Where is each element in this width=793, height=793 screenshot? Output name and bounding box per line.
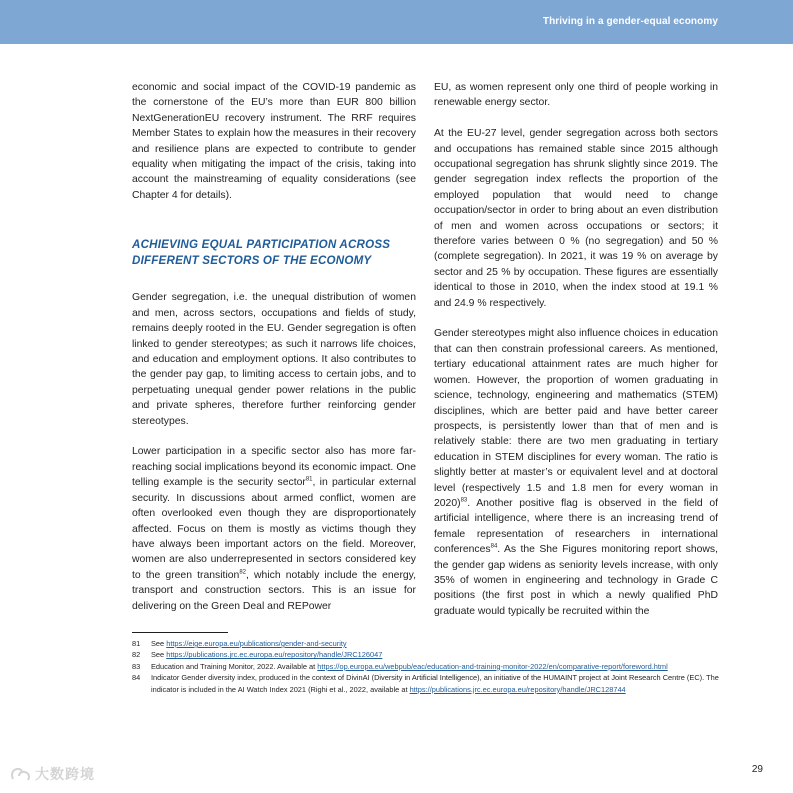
left-paragraph-3-text-a: Lower participation in a specific sector also has more far-reaching social implications beyond its economic impact. One telling example is the security sector: [132, 446, 416, 489]
left-column: [132, 80, 416, 614]
footnote-number: 83: [132, 661, 141, 671]
right-paragraph-3-text-c: . As the She Figures monitoring report shows, the gender gap widens as seniority levels increase, with only 35% of women in engineering and technology in Grade C positions (the first post in which a newly qualified PhD graduate would typically be recruited within the: [434, 544, 718, 617]
footnote-link[interactable]: https://eige.europa.eu/publications/gender-and-security: [166, 639, 347, 648]
footnote-83: [132, 661, 722, 672]
section-heading: ACHIEVING EQUAL PARTICIPATION ACROSS DIFFERENT SECTORS OF THE ECONOMY: [132, 238, 391, 267]
header-band: [0, 0, 793, 44]
footnote-ref-84[interactable]: 84: [490, 543, 498, 550]
page-number: 29: [751, 764, 763, 775]
footnote-81: [132, 638, 722, 649]
right-paragraph-1: EU, as women represent only one third of people working in renewable energy sector.: [434, 82, 718, 109]
right-paragraph-3: [434, 326, 718, 619]
footnote-link[interactable]: https://op.europa.eu/webpub/eac/education-and-training-monitor-2022/en/comparative-report/foreword.html: [317, 661, 668, 671]
left-paragraph-3-text-b: , in particular external security. In discussions about armed conflict, women are often overlooked even though they are disproportionately affected. Focus on them is mostly as victims though they have always been important actors on the field. Moreover, women are also underrepresented in sectors considered key to the green transition: [132, 477, 416, 581]
footnote-prefix: See: [151, 639, 167, 648]
footnote-text: [151, 661, 722, 672]
left-paragraph-3: [132, 444, 416, 613]
right-column: [434, 80, 718, 619]
footnote-text: [151, 672, 722, 695]
footnote-84: [132, 672, 722, 695]
footnote-text: [151, 638, 722, 649]
left-paragraph-2: Gender segregation, i.e. the unequal distribution of women and men, across sectors, occupations and fields of study, remains deeply rooted in the EU. Gender segregation is often linked to gender stereotypes; as such it narrows life choices, and education and employment options. It also contributes to the gender pay gap, to limiting access to certain jobs, and to perpetuating unequal gender power relations in the public and private spheres, therefore further reinforcing gender stereotypes.: [132, 292, 416, 427]
left-paragraph-1: economic and social impact of the COVID-19 pandemic as the cornerstone of the EU’s more than EUR 800 billion NextGenerationEU recovery instrument. The RRF requires Member States to explain how the measures in their recovery and resilience plans are expected to contribute to gender equality when mitigating the impact of the crisis, taking into account the mainstreaming of equality considerations (see Chapter 4 for details).: [132, 82, 416, 201]
right-paragraph-2: At the EU-27 level, gender segregation across both sectors and occupations has remained stable since 2015 although occupational segregation has shrunk slightly since 2019. The gender segregation index reflects the proportion of the employed population that would need to change occupation/sector in order to bring about an even distribution of men and women across occupations or sectors; it therefore varies between 0 % (no segregation) and 50 % (complete segregation). In 2021, it was 19 % on average by sector and 25 % by occupation. These figures are essentially identical to those in 2010, when the index stood at 19.1 % and 24.9 % respectively.: [434, 128, 718, 309]
footnote-number: 84: [132, 673, 141, 683]
right-paragraph-3-text-b: . Another positive flag is observed in the field of artificial intelligence, where there is an increasing trend of female representation of researchers in international conferences: [434, 497, 718, 556]
footnote-number: 81: [132, 639, 141, 648]
footnote-ref-83[interactable]: 83: [460, 497, 468, 504]
footnote-text: [151, 649, 722, 660]
left-paragraph-3-text-c: , which notably include the energy, transport and construction sectors. This is an issue for delivering on the Green Deal and REPower: [132, 569, 416, 612]
footnote-prefix: Indicator Gender diversity index, produced in the context of DivinAI (Diversity in Artificial Intelligence), an initiative of the HUMAINT project at Joint Research Centre (EC). The indicator is included in the AI Watch Index 2021 (Righi et al., 2022, available at: [151, 673, 719, 694]
watermark-logo-icon: [10, 766, 32, 782]
footnote-prefix: See: [151, 650, 167, 660]
footnote-divider: [132, 632, 228, 633]
footnote-ref-81[interactable]: 81: [305, 476, 313, 483]
footnote-link[interactable]: https://publications.jrc.ec.europa.eu/repository/handle/JRC126047: [166, 650, 383, 660]
right-paragraph-3-text-a: Gender stereotypes might also influence choices in education that can then constrain professional careers. As mentioned, tertiary educational attainment rates are much higher for women. However, the proportion of women graduating in science, technology, engineering and mathematics (STEM) disciplines, which are better paid and have better career prospects, is persistently lower than that of men and is relatively stable: there are two men graduating in tertiary education in STEM disciplines for every woman. The ratio is slightly better at master’s or equivalent level and at doctoral level (respectively 1.5 and 1.8 men for every woman in 2020): [434, 328, 718, 509]
footnote-link[interactable]: https://publications.jrc.ec.europa.eu/repository/handle/JRC128744: [409, 684, 626, 694]
watermark: [10, 764, 95, 784]
running-header-title: Thriving in a gender-equal economy: [542, 16, 718, 27]
watermark-text: 大数跨境: [35, 767, 95, 783]
footnote-ref-82[interactable]: 82: [239, 569, 246, 576]
footnote-82: [132, 649, 722, 660]
footnotes: [132, 638, 722, 695]
footnote-number: 82: [132, 650, 141, 660]
footnote-prefix: Education and Training Monitor, 2022. Available at: [151, 661, 318, 671]
